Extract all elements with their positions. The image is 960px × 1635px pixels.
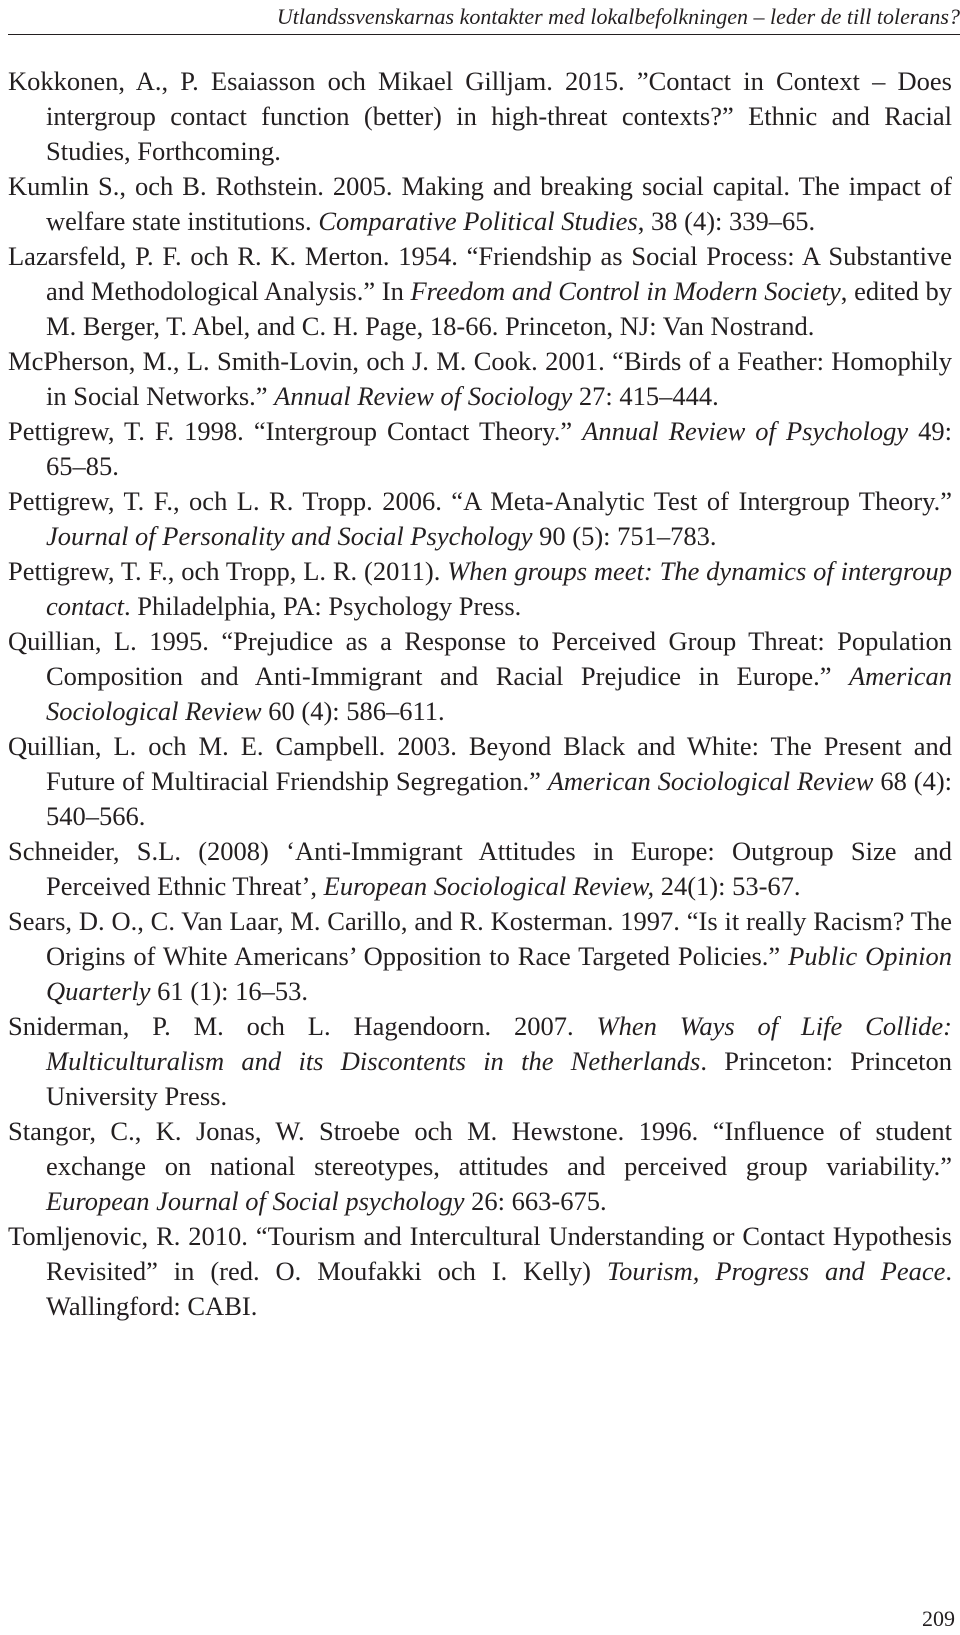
reference-source-title: European Sociological Review, [323,871,655,901]
reference-source-title: Comparative Political Studies [318,206,638,236]
reference-text: Kokkonen, A., P. Esaiasson och Mikael Gilljam. 2015. ”Contact in Context – Does intergroup contact function (better) in high-threat contexts?” Ethnic and Racial Studies, Forthcoming. [8,66,952,166]
reference-entry [8,834,952,904]
reference-entry [8,729,952,834]
reference-source-title: Public Opinion Quarterly [46,941,952,1006]
reference-text: Pettigrew, T. F., och L. R. Tropp. 2006. “A Meta-Analytic Test of Intergroup Theory.” [8,486,952,516]
reference-text: Sniderman, P. M. och L. Hagendoorn. 2007. [8,1011,597,1041]
reference-source-title: Annual Review of Psychology [582,416,909,446]
reference-text: 60 (4): 586–611. [261,696,445,726]
reference-entry [8,484,952,554]
reference-text: McPherson, M., L. Smith-Lovin, och J. M. Cook. 2001. “Birds of a Feather: Homophily in Social Networks.” [8,346,952,411]
reference-text: Quillian, L. och M. E. Campbell. 2003. Beyond Black and White: The Present and Future of Multiracial Friendship Segregation.” [8,731,952,796]
reference-source-title: Annual Review of Sociology [274,381,573,411]
reference-text: Pettigrew, T. F., och Tropp, L. R. (2011). [8,556,448,586]
reference-entry [8,64,952,169]
reference-text: Lazarsfeld, P. F. och R. K. Merton. 1954. “Friendship as Social Process: A Substantive and Methodological Analysis.” In [8,241,952,306]
reference-list [8,64,952,1324]
reference-text: Tomljenovic, R. 2010. “Tourism and Intercultural Understanding or Contact Hypothesis Revisited” in (red. O. Moufakki och I. Kelly) [8,1221,952,1286]
reference-text: Kumlin S., och B. Rothstein. 2005. Making and breaking social capital. The impact of welfare state institutions. [8,171,952,236]
reference-entry [8,1114,952,1219]
running-header [8,2,960,35]
reference-text: Quillian, L. 1995. “Prejudice as a Response to Perceived Group Threat: Population Composition and Anti-Immigrant and Racial Prejudice in Europe.” [8,626,952,691]
reference-text: 26: 663-675. [464,1186,607,1216]
reference-source-title: European Journal of Social psychology [46,1186,465,1216]
reference-entry [8,169,952,239]
reference-text: , edited by M. Berger, T. Abel, and C. H. Page, 18-66. Princeton, NJ: Van Nostrand. [46,276,953,341]
reference-source-title: Tourism, Progress and Peace [606,1256,946,1286]
reference-text: Stangor, C., K. Jonas, W. Stroebe och M. Hewstone. 1996. “Influence of student exchange on national stereotypes, attitudes and perceived group variability.” [8,1116,952,1181]
reference-source-title: When groups meet: The dynamics of intergroup contact [46,556,952,621]
reference-text: Schneider, S.L. (2008) ‘Anti-Immigrant Attitudes in Europe: Outgroup Size and Perceived Ethnic Threat’, [8,836,952,901]
reference-text: , 38 (4): 339–65. [637,206,816,236]
reference-source-title: Journal of Personality and Social Psychology [46,521,533,551]
reference-entry [8,344,952,414]
reference-source-title: American Sociological Review [547,766,874,796]
reference-entry [8,414,952,484]
reference-entry [8,1219,952,1324]
reference-entry [8,624,952,729]
reference-source-title: American Sociological Review [46,661,952,726]
reference-text: 24(1): 53-67. [654,871,801,901]
reference-text: 90 (5): 751–783. [532,521,717,551]
reference-entry [8,239,952,344]
page-number: 209 [922,1606,955,1631]
reference-text: . Wallingford: CABI. [46,1256,953,1321]
reference-text: 49: 65–85. [46,416,953,481]
reference-entry [8,1009,952,1114]
reference-source-title: When Ways of Life Collide: Multiculturalism and its Discontents in the Netherlands [46,1011,952,1076]
reference-entry [8,904,952,1009]
reference-text: . Philadelphia, PA: Psychology Press. [124,591,522,621]
reference-text: 68 (4): 540–566. [46,766,952,831]
reference-text: . Princeton: Princeton University Press. [46,1046,952,1111]
reference-text: 61 (1): 16–53. [150,976,309,1006]
reference-source-title: Freedom and Control in Modern Society [410,276,841,306]
reference-entry [8,554,952,624]
reference-text: Sears, D. O., C. Van Laar, M. Carillo, and R. Kosterman. 1997. “Is it really Racism? The Origins of White Americans’ Opposition to Race Targeted Policies.” [8,906,952,971]
reference-text: Pettigrew, T. F. 1998. “Intergroup Contact Theory.” [8,416,583,446]
running-title: Utlandssvenskarnas kontakter med lokalbefolkningen – leder de till tolerans? [276,4,960,29]
reference-text: 27: 415–444. [572,381,719,411]
